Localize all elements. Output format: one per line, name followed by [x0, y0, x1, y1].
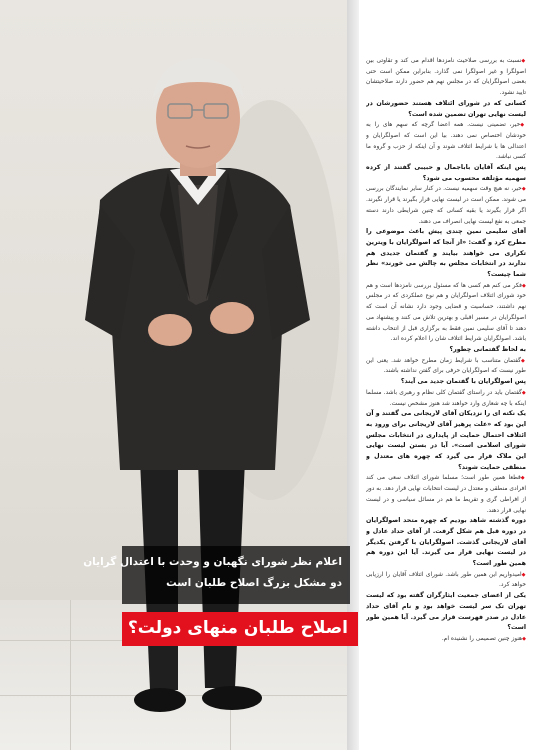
headline-title: اصلاح طلبان منهای دولت؟: [127, 618, 348, 638]
headline-banner: [122, 612, 358, 646]
article-column: [366, 56, 526, 706]
interview-question: یک نکته ای را نزدیکان آقای لاریجانی می گفتند و آن این بود که «علت پرهیز آقای لاریجانی برای ورود به ائتلاف احتمال حمایت از پایداری در انتخابات مجلس شورای اسلامی است». آیا در بستن لیست نهایی این ملاک قرار می گیرد که چهره های معتدل و منطقی حمایت شوند؟: [366, 410, 526, 471]
interview-answer: ◆ خیر، نه هیچ وقت سهمیه نیست. در کنار سایر نمایندگان بررسی می شوند. ممکن است در لیست نهایی قرار بگیرند یا قرار نگیرند. اگر قرار بگیرند یا بقیه کسانی که چنین شرایطی دارند دسته جمعی به نفع لیست نهایی انصراف می دهند.: [366, 184, 526, 227]
interview-answer: ◆ هنوز چنین تصمیمی را نشنیده ام.: [366, 634, 526, 645]
interview-question: پس اصولگرایان با گفتمان جدید می آیند؟: [400, 378, 526, 386]
interview-answer: ◆ گفتمان باید در راستای گفتمان کلی نظام و رهبری باشد. مسلما اینکه با چه شعاری وارد خواهند شد هنوز مشخص نیست.: [366, 388, 526, 409]
photo-caption-box: [83, 546, 350, 604]
caption-line-2: دو مشکل بزرگ اصلاح طلبان است: [166, 577, 342, 589]
interview-question: به لحاظ گفتمانی چطور؟: [449, 345, 526, 353]
interview-question: آقای سلیمی نمین چندی پیش باعث موضوعی را مطرح کرد و گفت: «از آنجا که اصولگرایان با ویترین تکراری می خواهند بیایند و گفتمان جدیدی هم ندارند در انتخابات مجلس به چالش می خورند» نظر شما چیست؟: [366, 228, 526, 279]
interview-answer: ◆ امیدواریم این همین طور باشد. شورای ائتلاف آقایان را ارزیابی خواهد کرد.: [366, 570, 526, 591]
interview-answer: ◆ خیر، تضمینی نیست. همه اعضا گرچه که سهم های را به خودشان اختصاص نمی دهند. بیا این است که اصولگرایان و اعتدالی ها با شرایط ائتلاف شوند و آن اینکه از حزب و گروه ما کسی نباشد.: [366, 120, 526, 163]
interview-question: پس اینکه آقایان باباجمال و حبیبی گفتند از کرده سهمیه مؤتلفه محسوب می شود؟: [366, 164, 526, 182]
caption-line-1: اعلام نظر شورای نگهبان و وحدت با اعتدال گرایان: [83, 556, 342, 568]
interview-answer: ◆ نسبت به بررسی صلاحیت نامزدها اقدام می کند و تقاوتی بین اصولگرا و غیر اصولگرا نمی گذارد. بنابراین ممکن است حتی بعضی اصولگرایان که در مجلس نهم هم حضور دارند صلاحیتشان تایید نشود.: [366, 56, 526, 99]
interview-question: کسانی که در شورای ائتلاف هستند حضورشان در لیست نهایی تهران تضمین شده است؟: [366, 99, 526, 118]
interview-answer: ◆ فکر می کنم هم کسی ها که مسئول بررسی نامزدها است و هم خود شورای ائتلاف اصولگرایان و هم نوع عملکردی که در مجلس نهم داشتند، حساسیت و قضایی وجود دارد نشانه آن است که اصولگرایان در مسیر اقبلی و بهترین تلاش می کنند و پیشنهاد می دهند تا آقای سلیمی نمین فقط به برگزاری قبل از انتخاب داشته باشد. اصولگرایان شرایط ائتلاف شان را اعلام کرده اند.: [366, 281, 526, 345]
interview-answer: ◆ گفتمان متناسب با شرایط زمان مطرح خواهد شد. یعنی این طور نیست که اصولگرایان حرفی برای گفتن نداشته باشند.: [366, 356, 526, 377]
interview-question: یکی از اعضای جمعیت ایثارگران گفته بود که لیست تهران تک سر لیست خواهد بود و نام آقای حداد عادل در صدر فهرست قرار می گیرد. آیا همین طور است؟: [366, 592, 526, 632]
interview-answer: ◆ قطعا همین طور است؛ مسلما شورای ائتلاف سعی می کند افرادی منطقی و معتدل در لیست انتخابات نهایی قرار دهد. به دور از افراطی گری و تفریط ما هم در مسائل سیاسی و در لیست نهایی قرار دهند.: [366, 473, 526, 516]
interview-question: دوره گذشته شاهد بودیم که چهره متحد اصولگرایان در دوره قبل هم شکل گرفت. از آقای حداد عادل و آقای لاریجانی گذشت. اصولگرایان با گرفتن یکدیگر در لیست نهایی قرار می گیرند. آیا این دوره هم همین طور است؟: [366, 517, 526, 568]
